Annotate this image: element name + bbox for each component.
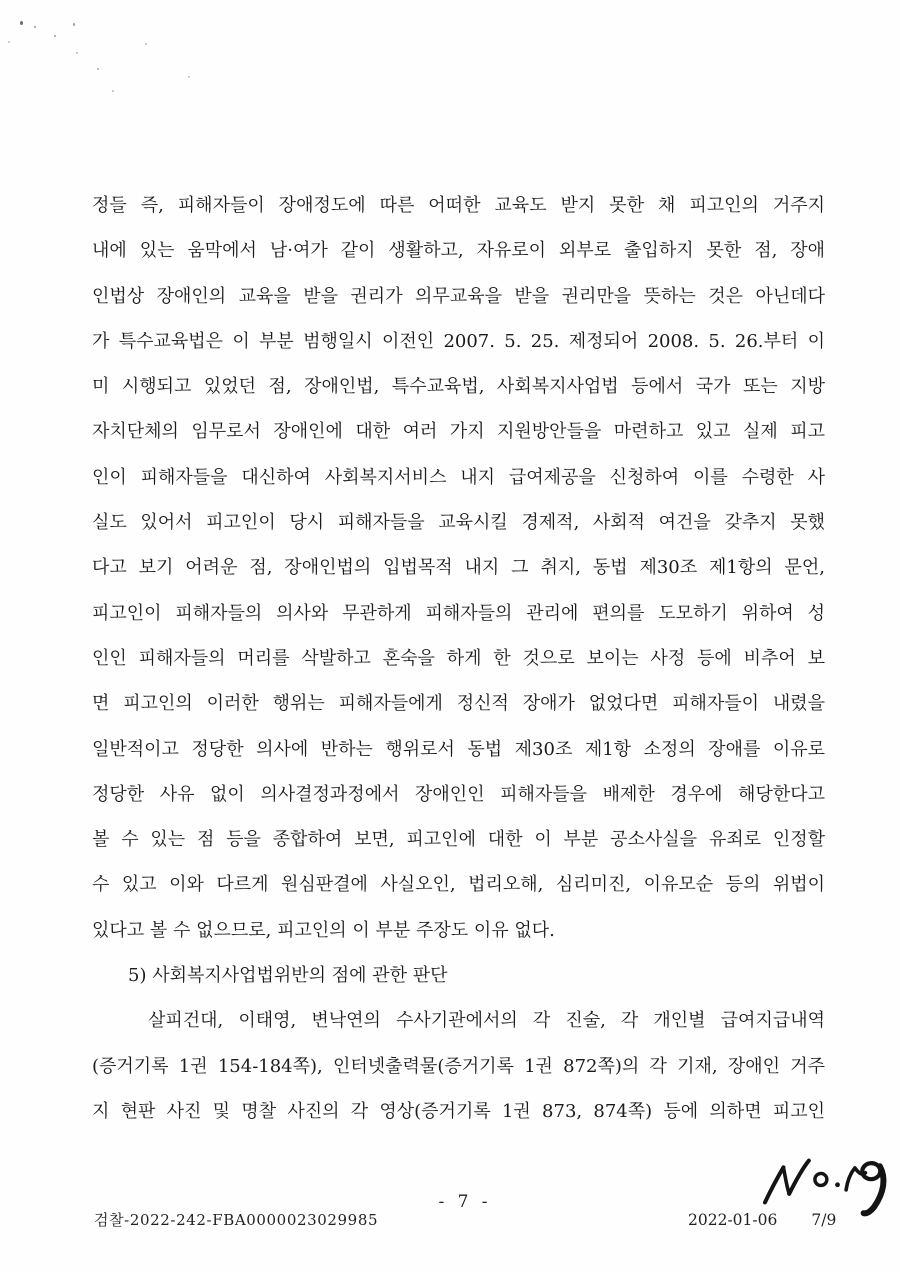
body-line: 다고 보기 어려운 점, 장애인법의 입법목적 내지 그 취지, 동법 제30조 제1항의 문언, — [92, 557, 825, 579]
body-line: 자치단체의 임무로서 장애인에 대한 여러 가지 지원방안들을 마련하고 있고 실제 피고 — [92, 421, 825, 443]
body-line: 정당한 사유 없이 의사결정과정에서 장애인인 피해자들을 배제한 경우에 해당한다고 — [92, 783, 825, 805]
page-number: - 7 - — [438, 1192, 492, 1212]
body-line: 면 피고인의 이러한 행위는 피해자들에게 정신적 장애가 없었다면 피해자들이 내렸을 — [92, 693, 825, 715]
scan-speck — [97, 68, 99, 70]
section-heading: 5) 사회복지사업법위반의 점에 관한 판단 — [128, 965, 448, 987]
body-line: 수 있고 이와 다르게 원심판결에 사실오인, 법리오해, 심리미진, 이유모순 등의 위법이 — [92, 874, 825, 896]
scan-speck — [73, 23, 75, 26]
body-line: 있다고 볼 수 없으므로, 피고인의 이 부분 주장도 이유 없다. — [92, 919, 555, 941]
scan-speck — [112, 90, 114, 92]
body-line: 실도 있어서 피고인이 당시 피해자들을 교육시킬 경제적, 사회적 여건을 갖추지 못했 — [92, 512, 825, 534]
footer-date: 2022-01-06 — [688, 1211, 778, 1229]
body-line: 볼 수 있는 점 등을 종합하여 보면, 피고인에 대한 이 부분 공소사실을 유죄로 인정할 — [92, 829, 825, 851]
body-line: (증거기록 1권 154-184쪽), 인터넷출력물(증거기록 1권 872쪽)의 각 기재, 장애인 거주 — [92, 1055, 825, 1077]
body-line: 일반적이고 정당한 의사에 반하는 행위로서 동법 제30조 제1항 소정의 장애를 이유로 — [92, 738, 825, 760]
body-line: 인이 피해자들을 대신하여 사회복지서비스 내지 급여제공을 신청하여 이를 수령한 사 — [92, 466, 825, 488]
scan-speck — [20, 21, 23, 25]
body-line: 살피건대, 이태영, 변낙연의 수사기관에서의 각 진술, 각 개인별 급여지급내역 — [148, 1010, 825, 1032]
body-line: 지 현판 사진 및 명찰 사진의 각 영상(증거기록 1권 873, 874쪽) 등에 의하면 피고인 — [92, 1100, 825, 1122]
scan-speck — [145, 43, 147, 45]
body-line: 인법상 장애인의 교육을 받을 권리가 의무교육을 받을 권리만을 뜻하는 것은 아닌데다 — [92, 285, 825, 307]
body-line: 가 특수교육법은 이 부분 범행일시 이전인 2007. 5. 25. 제정되어 2008. 5. 26.부터 이 — [92, 330, 825, 352]
body-line: 인인 피해자들의 머리를 삭발하고 혼숙을 하게 한 것으로 보이는 사정 등에 비추어 보 — [92, 647, 825, 669]
scan-speck — [8, 41, 10, 43]
scan-speck — [188, 76, 190, 78]
footer-page-count: 7/9 — [811, 1211, 837, 1229]
document-id: 검찰-2022-242-FBA0000023029985 — [94, 1211, 379, 1229]
body-line: 피고인이 피해자들의 의사와 무관하게 피해자들의 관리에 편의를 도모하기 위하여 성 — [92, 602, 825, 624]
scan-speck — [76, 52, 78, 54]
body-line: 미 시행되고 있었던 점, 장애인법, 특수교육법, 사회복지사업법 등에서 국가 또는 지방 — [92, 376, 825, 398]
body-line: 정들 즉, 피해자들이 장애정도에 따른 어떠한 교육도 받지 못한 채 피고인의 거주지 — [92, 195, 825, 216]
judgment-text-block — [92, 183, 825, 1134]
scan-speck — [34, 26, 36, 28]
body-line: 내에 있는 움막에서 남·여가 같이 생활하고, 자유로이 외부로 출입하지 못한 점, 장애 — [92, 240, 825, 262]
handwritten-no59-annotation — [752, 1143, 900, 1237]
scan-speck — [54, 35, 56, 37]
